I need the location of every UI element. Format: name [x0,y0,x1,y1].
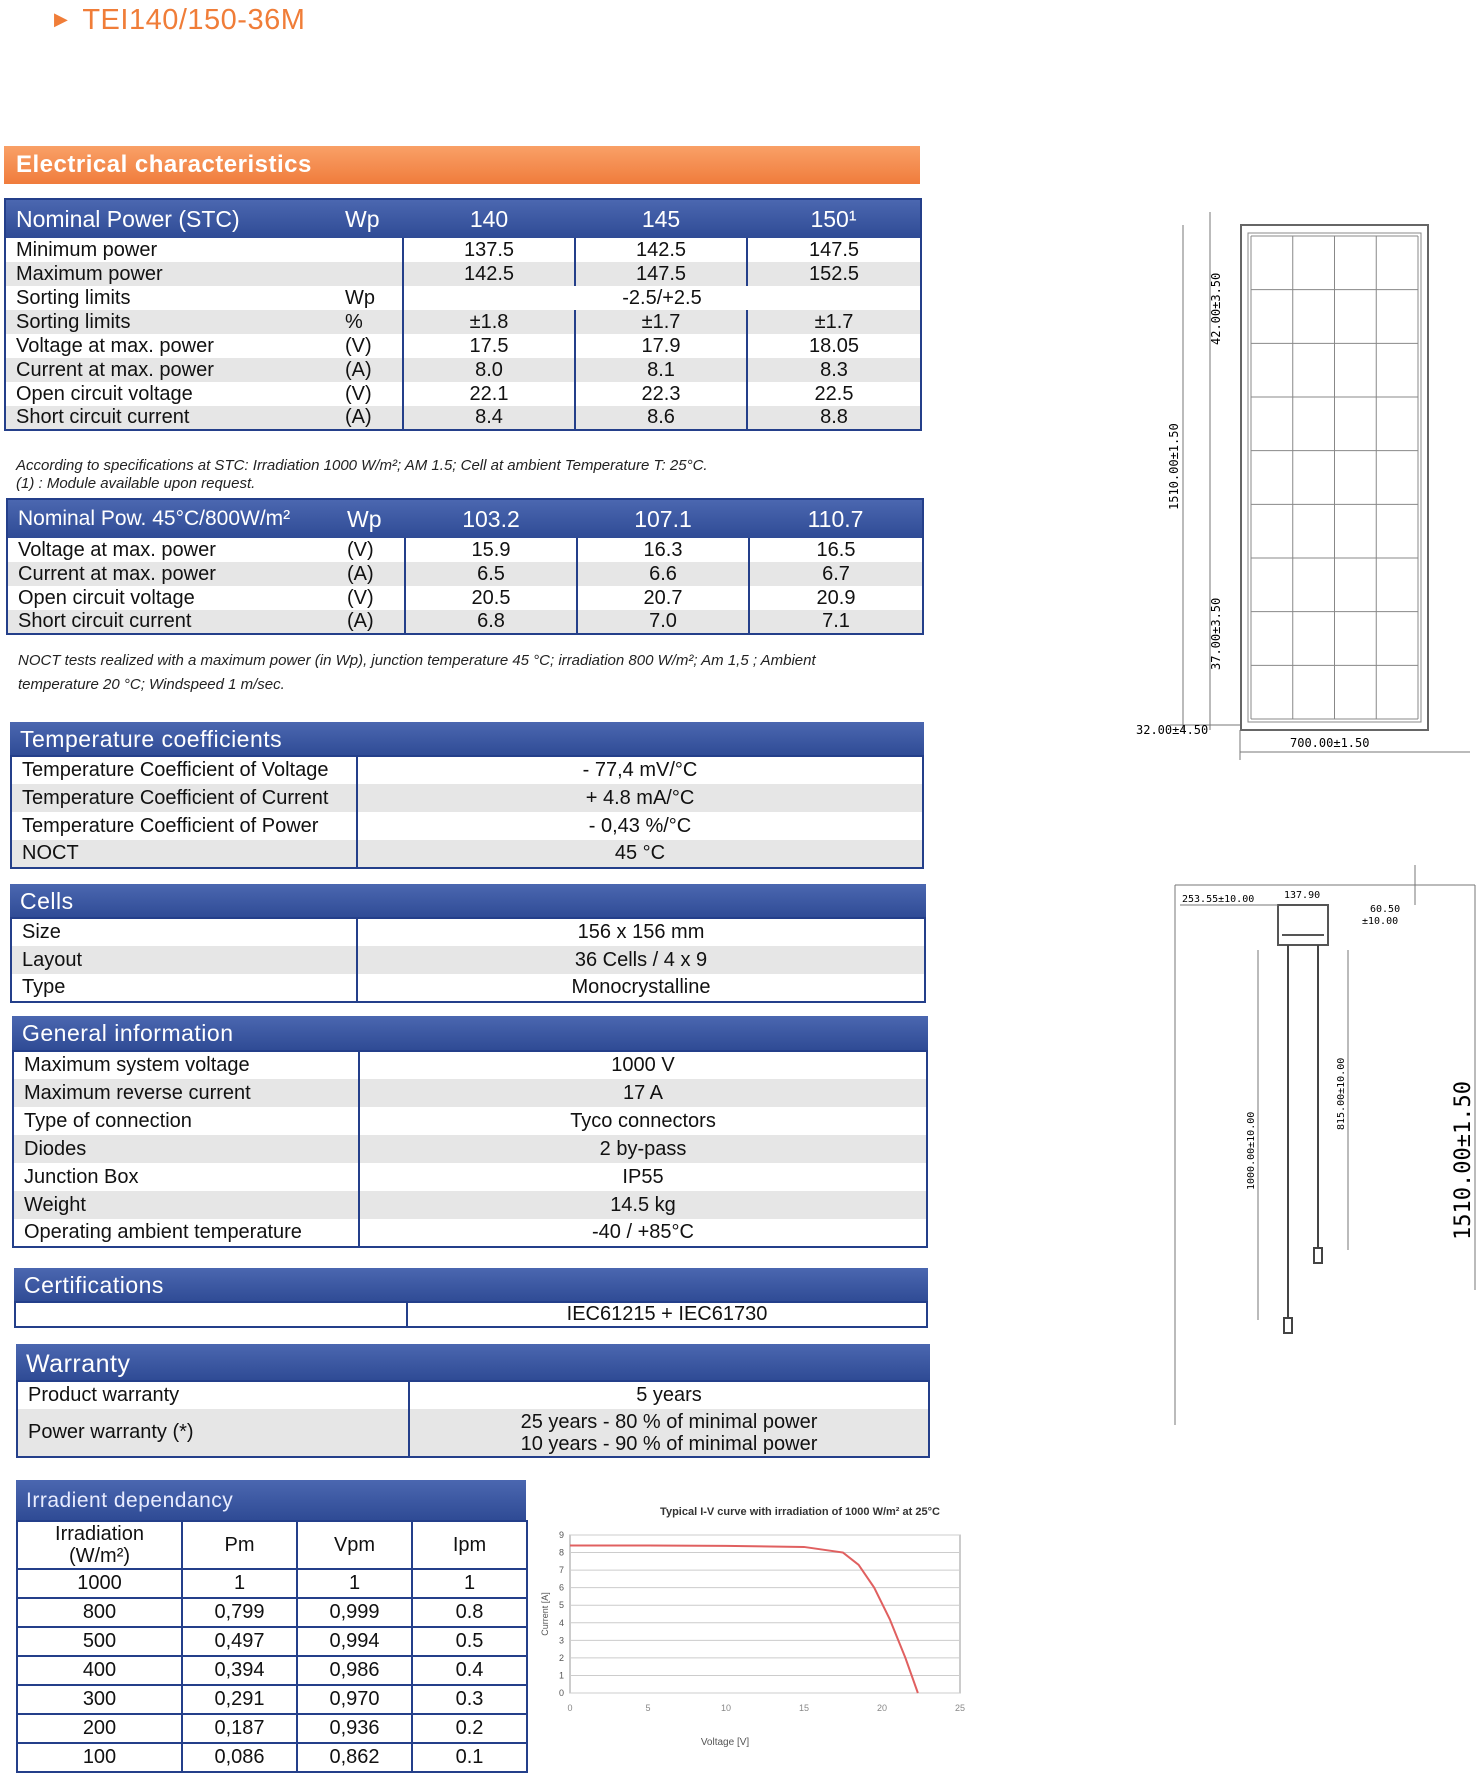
noct-row-value: 6.6 [577,562,749,586]
stc-row-value: 142.5 [403,262,575,286]
product-warranty-value: 5 years [409,1381,929,1409]
x-tick-label: 5 [645,1703,651,1713]
cells-row [11,918,925,946]
noct-row-value: 16.5 [749,538,923,562]
noct-header-col: 110.7 [749,499,923,538]
noct-row-value: 6.5 [405,562,577,586]
dim-box-width-label: 137.90 [1284,890,1321,901]
back-frame [1175,885,1475,1425]
y-tick-label: 4 [558,1617,564,1628]
y-tick-label: 1 [558,1670,564,1681]
stc-row [5,358,921,382]
temperature-row [11,784,923,812]
dim-cable-long-label: 1000.00±10.00 [1246,1111,1257,1190]
cells-row-value: 156 x 156 mm [357,918,925,946]
stc-row [5,334,921,358]
irradiance-cell: 1 [182,1569,297,1598]
x-axis-label: Voltage [V] [700,1737,750,1748]
noct-row-unit: (V) [347,586,374,609]
stc-row [5,406,921,430]
stc-header-col: 140 [403,199,575,238]
temperature-row-label: NOCT [11,840,357,868]
stc-row-value: 18.05 [747,334,921,358]
stc-row-value: ±1.7 [575,310,747,334]
cells-row [11,974,925,1002]
noct-header-col: 107.1 [577,499,749,538]
power-warranty-value: 25 years - 80 % of minimal power 10 years - 90 % of minimal power [409,1409,929,1457]
general-row [13,1219,927,1247]
dim-cable-short-label: 815.00±10.00 [1336,1057,1347,1130]
irradiance-cell: 1 [297,1569,412,1598]
noct-row-label: Short circuit current [7,610,337,634]
power-warranty-label: Power warranty (*) [17,1409,409,1457]
cells-row-label: Layout [11,946,357,974]
stc-row-value: 147.5 [747,238,921,262]
stc-row [5,262,921,286]
noct-row-label: Open circuit voltage [18,586,195,609]
stc-header-label: Nominal Power (STC) [5,199,335,238]
y-tick-label: 7 [558,1565,564,1576]
noct-row-unit: (A) [337,610,405,634]
y-tick-label: 3 [558,1635,564,1646]
x-tick-label: 15 [798,1703,810,1713]
irradiance-row [17,1685,527,1714]
irradiance-cell: 100 [17,1743,182,1772]
stc-row-value: 17.5 [403,334,575,358]
noct-header-unit: Wp [337,499,405,538]
irradiance-cell: 300 [17,1685,182,1714]
stc-row-unit [335,262,403,286]
stc-header-unit: Wp [335,199,403,238]
stc-row-value: 8.6 [575,406,747,430]
stc-row [5,238,921,262]
y-tick-label: 0 [558,1688,564,1698]
noct-row-value: 20.5 [405,586,577,610]
x-tick-label: 20 [876,1703,888,1713]
stc-row-label: Maximum power [5,262,335,286]
irradiance-cell: 0.4 [412,1656,527,1685]
temperature-row-value: - 77,4 mV/°C [357,756,923,784]
stc-header-col: 150¹ [747,199,921,238]
irradiance-cell: 0.8 [412,1598,527,1627]
irr-col-pm: Pm [182,1521,297,1569]
general-row-value: IP55 [359,1163,927,1191]
y-tick-label: 9 [558,1530,564,1540]
y-tick-label: 2 [558,1652,564,1663]
noct-row-value: 20.9 [749,586,923,610]
irradiance-cell: 0.3 [412,1685,527,1714]
general-row-value: 2 by-pass [359,1135,927,1163]
stc-row-value: 22.3 [575,382,747,406]
dim-total-height-label: 1510.00±1.50 [1451,1081,1476,1240]
general-row-label: Weight [13,1191,359,1219]
dim-box-height-label: 60.50 [1370,904,1401,915]
noct-row-value: 20.7 [577,586,749,610]
stc-row-value: 8.1 [575,358,747,382]
cells-row-value: 36 Cells / 4 x 9 [357,946,925,974]
irradiance-cell: 0,862 [297,1743,412,1772]
stc-row-value: 22.5 [747,382,921,406]
general-table [12,1050,928,1248]
iv-curve-line [570,1546,918,1693]
noct-note: NOCT tests realized with a maximum power (in Wp), junction temperature 45 °C; irradiation 800 W/m²; Am 1,5 ; Ambient temperature 20 °C; Windspeed 1 m/sec. [18,652,816,693]
irradiance-row [17,1656,527,1685]
warranty-table [16,1380,930,1458]
cells-table [10,917,926,1003]
certifications-table [14,1301,928,1328]
irradiance-cell: 0,497 [182,1627,297,1656]
stc-row-value: ±1.8 [403,310,575,334]
irradiance-cell: 0,936 [297,1714,412,1743]
general-row [13,1079,927,1107]
stc-row [5,310,921,334]
noct-row [7,610,923,634]
irradiance-cell: 0.1 [412,1743,527,1772]
module-back-drawing [1170,860,1479,1430]
noct-row-value: 16.3 [577,538,749,562]
stc-row-unit: Wp [345,286,375,309]
module-front-drawing [1130,200,1479,760]
noct-row-value: 7.0 [577,610,749,634]
general-row-value: 14.5 kg [359,1191,927,1219]
dim-side-label: 32.00±4.50 [1136,723,1209,737]
irradiance-cell: 200 [17,1714,182,1743]
temperature-table [10,755,924,869]
temperature-section-title: Temperature coefficients [10,722,924,756]
temperature-row [11,812,923,840]
irradiance-row [17,1627,527,1656]
y-axis-label: Current [A] [540,1592,550,1636]
dim-top-label: 42.00±3.50 [1209,272,1223,345]
general-row-label: Type of connection [24,1109,192,1132]
irradiance-cell: 0.5 [412,1627,527,1656]
irradiance-row [17,1598,527,1627]
general-row-label: Maximum system voltage [24,1054,250,1076]
x-tick-label: 0 [567,1703,573,1713]
stc-row [5,286,921,310]
irradiance-cell: 0,986 [297,1656,412,1685]
stc-row-value: 152.5 [747,262,921,286]
irr-col-ipm: Ipm [412,1521,527,1569]
general-row-value: 17 A [359,1079,927,1107]
temperature-row-value: + 4.8 mA/°C [357,784,923,812]
dim-offset-label: 253.55±10.00 [1182,894,1255,905]
cable-icon [1284,945,1322,1333]
irradiance-cell: 0,970 [297,1685,412,1714]
stc-row-value: 147.5 [575,262,747,286]
temperature-row [11,840,923,868]
temperature-row-label: Temperature Coefficient of Current [11,784,357,812]
irradiance-row [17,1714,527,1743]
general-row [13,1191,927,1219]
general-row-label: Maximum reverse current [13,1079,359,1107]
noct-row-value: 6.7 [749,562,923,586]
irradiance-cell: 0,799 [182,1598,297,1627]
general-row [13,1135,927,1163]
dim-height-label: 1510.00±1.50 [1167,423,1181,510]
warranty-section-title: Warranty [16,1344,930,1380]
y-tick-label: 6 [558,1582,564,1593]
stc-row-label: Short circuit current [5,406,335,430]
stc-row-unit: (A) [335,358,403,382]
stc-row-value: 8.4 [403,406,575,430]
irradiance-section-title: Irradient dependancy [16,1480,526,1520]
cells-row-label: Type [22,976,66,998]
general-row-label: Diodes [13,1135,359,1163]
stc-header-row [5,199,921,238]
temperature-row-value: - 0,43 %/°C [357,812,923,840]
dim-width-label: 700.00±1.50 [1290,736,1370,750]
stc-row-unit [335,238,403,262]
stc-header-col: 145 [575,199,747,238]
irradiance-table [16,1520,528,1773]
cell-grid [1251,236,1418,719]
stc-row-value: 142.5 [575,238,747,262]
stc-row-value: ±1.7 [747,310,921,334]
certifications-value: IEC61215 + IEC61730 [407,1302,927,1327]
stc-row-unit: (V) [345,334,372,357]
y-tick-label: 8 [558,1547,564,1558]
product-warranty-label: Product warranty [28,1384,180,1406]
general-row-label: Junction Box [24,1165,139,1188]
noct-row-unit: (V) [347,538,374,561]
general-row [13,1107,927,1135]
chart-title: Typical I-V curve with irradiation of 1000 W/m² at 25°C [660,1506,940,1518]
cells-row-value: Monocrystalline [357,974,925,1002]
general-row-value: -40 / +85°C [359,1219,927,1247]
noct-header-row [7,499,923,538]
stc-note: According to specifications at STC: Irradiation 1000 W/m²; AM 1.5; Cell at ambient Temperature T: 25°C. (1) : Module available upon request. [16,457,708,492]
general-row-label: Operating ambient temperature [24,1221,302,1243]
irradiance-cell: 0,999 [297,1598,412,1627]
noct-row [7,562,923,586]
x-tick-label: 25 [954,1703,966,1713]
stc-row-value: 137.5 [403,238,575,262]
irradiance-cell: 500 [17,1627,182,1656]
irradiance-cell: 1 [412,1569,527,1598]
noct-row-label: Current at max. power [7,562,337,586]
irradiance-cell: 800 [17,1598,182,1627]
irradiance-cell: 0,394 [182,1656,297,1685]
irradiance-row [17,1743,527,1772]
stc-row-value: 8.3 [747,358,921,382]
stc-row-label: Sorting limits [5,310,335,334]
dim-bottom-label: 37.00±3.50 [1209,597,1223,670]
noct-row-label: Voltage at max. power [18,538,216,561]
irradiance-cell: 0,086 [182,1743,297,1772]
irradiance-cell: 1000 [17,1569,182,1598]
noct-row-value: 6.8 [405,610,577,634]
stc-row-value: 8.0 [403,358,575,382]
stc-row-label: Minimum power [16,238,158,261]
noct-table [6,498,924,635]
irr-col-vpm: Vpm [297,1521,412,1569]
x-tick-label: 10 [720,1703,732,1713]
electrical-section-title: Electrical characteristics [4,146,920,184]
general-row-value: 1000 V [359,1051,927,1079]
irradiance-cell: 0.2 [412,1714,527,1743]
general-row [13,1163,927,1191]
noct-row [7,538,923,562]
stc-row-unit: (A) [335,406,403,430]
irradiance-cell: 0,187 [182,1714,297,1743]
irradiance-cell: 0,994 [297,1627,412,1656]
noct-row-unit: (A) [337,562,405,586]
stc-row-label: Current at max. power [5,358,335,382]
temperature-row [11,756,923,784]
noct-header-label: Nominal Pow. 45°C/800W/m² [7,499,337,538]
stc-row-unit: (V) [345,382,372,405]
stc-row-label: Sorting limits [16,286,131,309]
stc-row-unit: % [335,310,403,334]
irr-col-irradiation: Irradiation (W/m²) [17,1521,182,1569]
temperature-row-label: Temperature Coefficient of Voltage [22,759,329,781]
general-row [13,1051,927,1079]
irradiance-cell: 0,291 [182,1685,297,1714]
noct-row-value: 7.1 [749,610,923,634]
irradiance-cell: 400 [17,1656,182,1685]
dim-box-height-tolerance: ±10.00 [1362,916,1399,927]
irradiance-row [17,1569,527,1598]
general-row-value: Tyco connectors [359,1107,927,1135]
noct-row-value: 15.9 [405,538,577,562]
noct-row [7,586,923,610]
cells-section-title: Cells [10,884,926,918]
cells-row [11,946,925,974]
general-section-title: General information [12,1016,928,1050]
cells-row-label: Size [22,921,61,943]
junction-box-icon [1278,905,1328,945]
stc-row-value: 22.1 [403,382,575,406]
y-tick-label: 5 [558,1600,564,1611]
page-title: ▶ TEI140/150-36M [54,4,306,36]
stc-row-label: Open circuit voltage [16,382,193,405]
stc-row-label: Voltage at max. power [16,334,214,357]
certifications-section-title: Certifications [14,1268,928,1302]
iv-curve-chart [530,1495,980,1760]
triangle-bullet-icon: ▶ [54,9,69,29]
temperature-row-label: Temperature Coefficient of Power [22,814,319,837]
plot-area [570,1535,960,1693]
noct-header-col: 103.2 [405,499,577,538]
stc-row-merged-value: -2.5/+2.5 [403,286,921,310]
stc-row [5,382,921,406]
stc-row-value: 17.9 [575,334,747,358]
stc-row-value: 8.8 [747,406,921,430]
stc-table [4,198,922,431]
temperature-row-value: 45 °C [357,840,923,868]
